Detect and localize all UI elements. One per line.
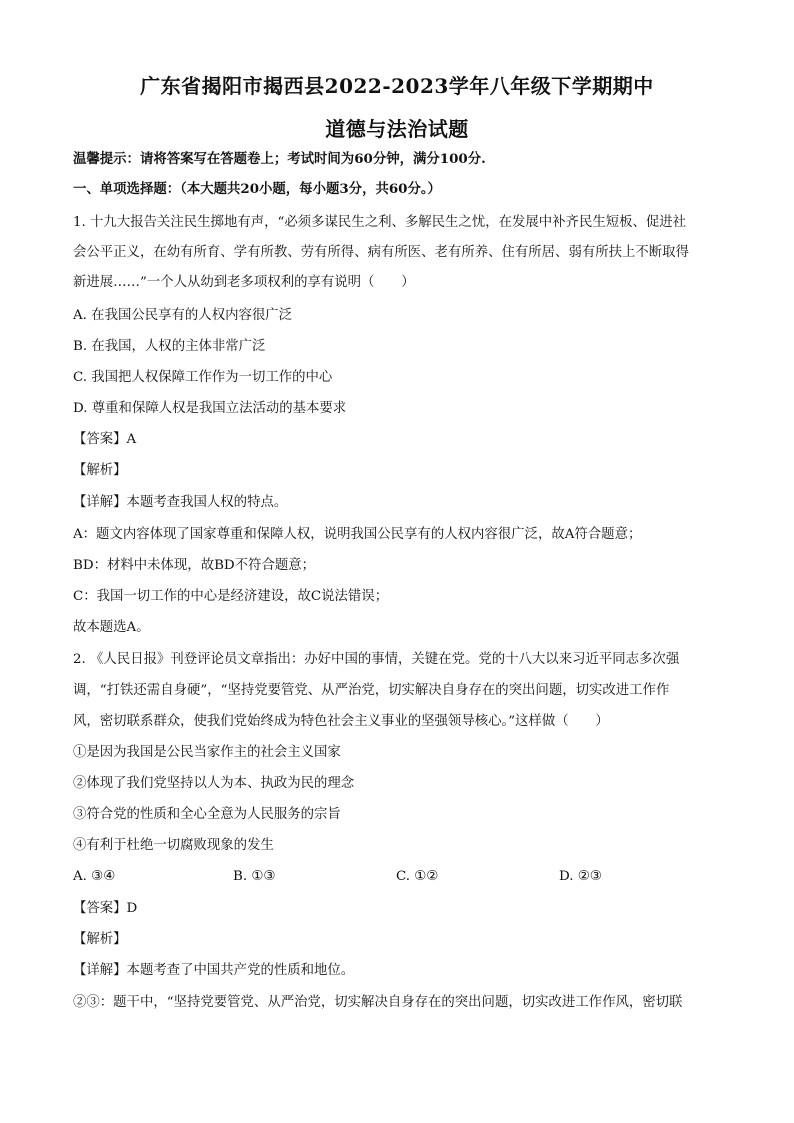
q2-statement-2: ②体现了我们党坚持以人为本、执政为民的理念 <box>73 776 355 791</box>
q1-option-b: B. 在我国，人权的主体非常广泛 <box>73 339 266 354</box>
q1-explanation: 故本题选A。 <box>73 620 150 635</box>
q2-stem-line: 调，“打铁还需自身硬”，“坚持党要管党、从严治党，切实解决自身存在的突出问题，切实改进工作作 <box>73 683 670 698</box>
q2-detail: 【详解】本题考查了中国共产党的性质和地位。 <box>73 963 355 978</box>
q2-analysis-label: 【解析】 <box>73 932 127 947</box>
q1-analysis-label: 【解析】 <box>73 463 127 478</box>
q1-option-c: C. 我国把人权保障工作作为一切工作的中心 <box>73 370 333 385</box>
notice-text: 温馨提示：请将答案写在答题卷上；考试时间为60分钟，满分100分. <box>73 151 486 167</box>
q2-option-a: A. ③④ <box>73 869 116 884</box>
q2-option-c: C. ①② <box>396 869 439 884</box>
q1-detail: 【详解】本题考查我国人权的特点。 <box>73 495 288 510</box>
q1-option-d: D. 尊重和保障人权是我国立法活动的基本要求 <box>73 401 347 416</box>
q1-stem-line: 新进展……”一个人从幼到老多项权利的享有说明（ ） <box>73 275 415 290</box>
q2-stem-line: 2. 《人民日报》刊登评论员文章指出：办好中国的事情，关键在党。党的十八大以来习近平同志多次强 <box>73 652 680 667</box>
q1-stem-line: 1. 十九大报告关注民生掷地有声，“必须多谋民生之利、多解民生之忧，在发展中补齐民生短板、促进社 <box>73 215 687 230</box>
q2-option-d: D. ②③ <box>559 869 602 884</box>
document-title: 广东省揭阳市揭西县2022-2023学年八年级下学期期中 <box>140 74 654 98</box>
q2-option-b: B. ①③ <box>233 869 276 884</box>
q1-answer: 【答案】A <box>73 432 137 447</box>
section-heading: 一、单项选择题：（本大题共20小题，每小题3分，共60分。） <box>73 181 441 197</box>
q2-stem-line: 风，密切联系群众，使我们党始终成为特色社会主义事业的坚强领导核心。”这样做（ ） <box>73 714 609 729</box>
q2-answer: 【答案】D <box>73 901 138 916</box>
q1-explanation: A：题文内容体现了国家尊重和保障人权，说明我国公民享有的人权内容很广泛，故A符合题意； <box>73 527 642 542</box>
q2-statement-3: ③符合党的性质和全心全意为人民服务的宗旨 <box>73 807 341 822</box>
q1-stem-line: 会公平正义，在幼有所育、学有所教、劳有所得、病有所医、老有所养、住有所居、弱有所扶上不断取得 <box>73 245 689 260</box>
q2-statement-4: ④有利于杜绝一切腐败现象的发生 <box>73 838 274 853</box>
q1-explanation: BD：材料中未体现，故BD不符合题意； <box>73 558 316 573</box>
q2-statement-1: ①是因为我国是公民当家作主的社会主义国家 <box>73 745 341 760</box>
document-subtitle: 道德与法治试题 <box>325 117 469 141</box>
q1-explanation: C：我国一切工作的中心是经济建设，故C说法错误； <box>73 589 389 604</box>
q2-explanation: ②③：题干中，“坚持党要管党、从严治党，切实解决自身存在的突出问题，切实改进工作作风，密切联 <box>73 995 683 1010</box>
q1-option-a: A. 在我国公民享有的人权内容很广泛 <box>73 308 293 323</box>
